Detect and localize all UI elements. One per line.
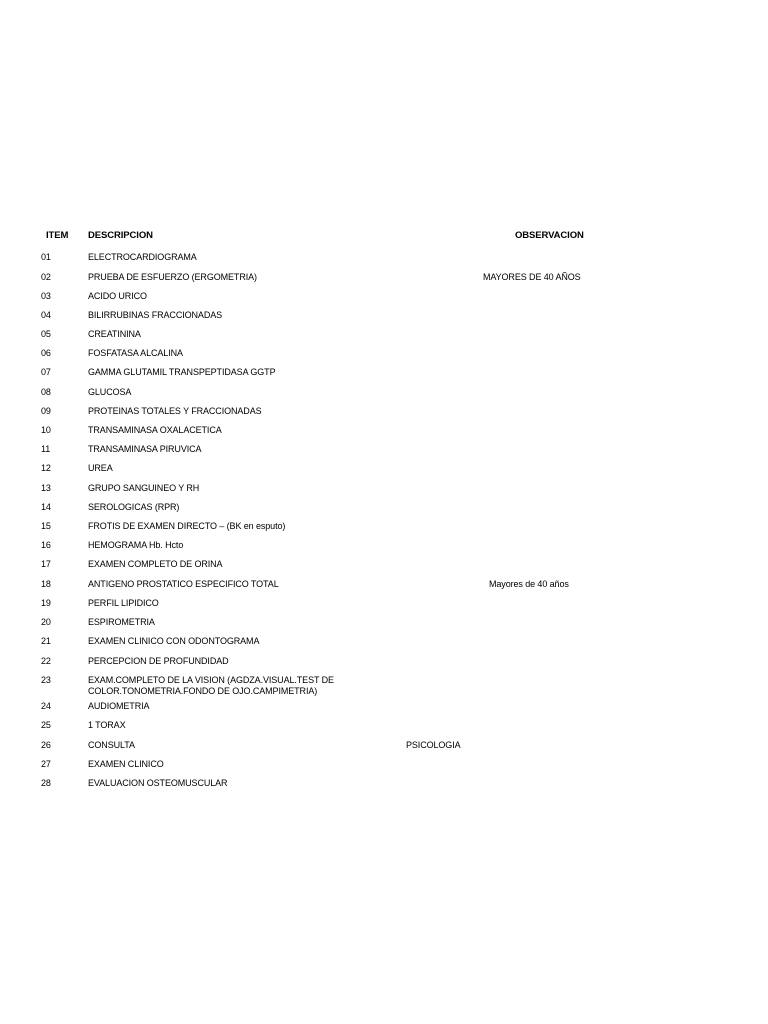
item-number: 28 [41, 778, 51, 788]
item-description: ELECTROCARDIOGRAMA [88, 252, 197, 262]
item-number: 22 [41, 656, 51, 666]
item-description: TRANSAMINASA OXALACETICA [88, 425, 222, 435]
item-description: ESPIROMETRIA [88, 617, 155, 627]
item-description: PROTEINAS TOTALES Y FRACCIONADAS [88, 406, 262, 416]
item-description: CONSULTA [88, 740, 135, 750]
item-observation: MAYORES DE 40 AÑOS [483, 272, 581, 282]
item-number: 19 [41, 598, 51, 608]
item-number: 14 [41, 502, 51, 512]
item-description: EVALUACION OSTEOMUSCULAR [88, 778, 228, 788]
item-number: 04 [41, 310, 51, 320]
item-number: 09 [41, 406, 51, 416]
item-description: FROTIS DE EXAMEN DIRECTO – (BK en esputo) [88, 521, 286, 531]
column-header-item: ITEM [46, 230, 69, 241]
item-number: 06 [41, 348, 51, 358]
item-number: 15 [41, 521, 51, 531]
item-number: 17 [41, 559, 51, 569]
item-number: 12 [41, 463, 51, 473]
item-description: GAMMA GLUTAMIL TRANSPEPTIDASA GGTP [88, 367, 276, 377]
item-description: EXAMEN COMPLETO DE ORINA [88, 559, 223, 569]
item-number: 23 [41, 675, 51, 685]
item-number: 18 [41, 579, 51, 589]
item-number: 08 [41, 387, 51, 397]
column-header-descripcion: DESCRIPCION [88, 230, 153, 241]
item-number: 26 [41, 740, 51, 750]
item-number: 21 [41, 636, 51, 646]
item-number: 05 [41, 329, 51, 339]
item-number: 27 [41, 759, 51, 769]
item-number: 16 [41, 540, 51, 550]
item-description: GLUCOSA [88, 387, 132, 397]
item-number: 07 [41, 367, 51, 377]
item-description: PRUEBA DE ESFUERZO (ERGOMETRIA) [88, 272, 257, 282]
item-number: 24 [41, 701, 51, 711]
item-number: 20 [41, 617, 51, 627]
item-observation: Mayores de 40 años [489, 579, 569, 589]
item-description: EXAM.COMPLETO DE LA VISION (AGDZA.VISUAL.TEST DE COLOR.TONOMETRIA.FONDO DE OJO.CAMPIMETRIA) [88, 675, 334, 696]
item-description: AUDIOMETRIA [88, 701, 150, 711]
item-number: 25 [41, 720, 51, 730]
item-description: GRUPO SANGUINEO Y RH [88, 483, 200, 493]
item-description: SEROLOGICAS (RPR) [88, 502, 180, 512]
item-description: PERCEPCION DE PROFUNDIDAD [88, 656, 229, 666]
item-description: HEMOGRAMA Hb. Hcto [88, 540, 184, 550]
item-description: ACIDO URICO [88, 291, 147, 301]
item-description: EXAMEN CLINICO CON ODONTOGRAMA [88, 636, 260, 646]
item-description: ANTIGENO PROSTATICO ESPECIFICO TOTAL [88, 579, 279, 589]
item-number: 11 [41, 444, 51, 454]
item-number: 13 [41, 483, 51, 493]
item-description: UREA [88, 463, 113, 473]
item-description: EXAMEN CLINICO [88, 759, 164, 769]
item-description: 1 TORAX [88, 720, 126, 730]
column-header-observacion: OBSERVACION [515, 230, 584, 241]
item-description: FOSFATASA ALCALINA [88, 348, 183, 358]
item-description: BILIRRUBINAS FRACCIONADAS [88, 310, 223, 320]
item-area: PSICOLOGIA [406, 740, 461, 750]
item-number: 10 [41, 425, 51, 435]
item-number: 01 [41, 252, 51, 262]
item-description: CREATININA [88, 329, 141, 339]
item-description: TRANSAMINASA PIRUVICA [88, 444, 202, 454]
item-number: 02 [41, 272, 51, 282]
item-number: 03 [41, 291, 51, 301]
item-description: PERFIL LIPIDICO [88, 598, 159, 608]
